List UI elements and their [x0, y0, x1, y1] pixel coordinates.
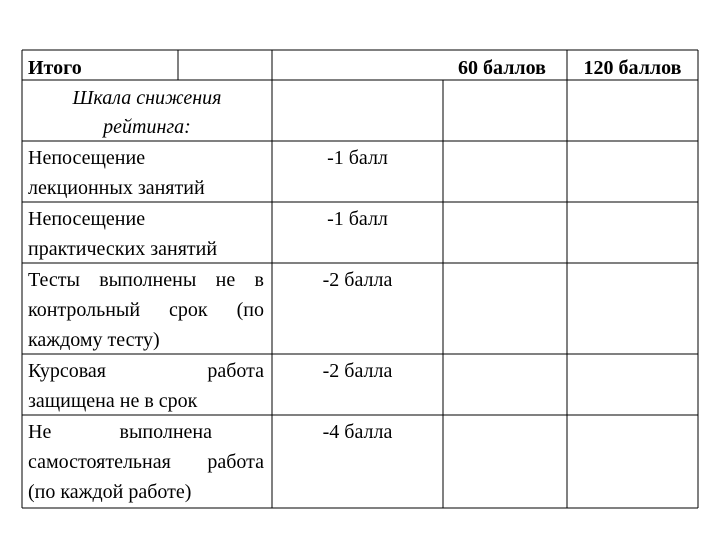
total-label: Итого [28, 57, 82, 79]
row-3-penalty: -2 балла [322, 269, 393, 291]
row-5-label-line1: Не выполнена [28, 421, 212, 443]
row-5-label-line2: самостоятельная работа [28, 451, 264, 473]
row-1-penalty: -1 балл [327, 147, 388, 169]
points-120-header: 120 баллов [583, 57, 682, 79]
row-2-label-line1: Непосещение [28, 208, 146, 230]
section-title-line2: рейтинга: [103, 116, 191, 138]
row-2-penalty: -1 балл [327, 208, 388, 230]
row-2-label-line2: практических занятий [28, 238, 218, 260]
section-title-line1: Шкала снижения [72, 87, 222, 109]
row-3-label-line3: каждому тесту) [28, 329, 160, 351]
row-5-label-line3: (по каждой работе) [28, 481, 192, 503]
row-5-penalty: -4 балла [322, 421, 393, 443]
row-4-label-line2: защищена не в срок [28, 390, 198, 412]
row-4-penalty: -2 балла [322, 360, 393, 382]
row-4-label-line1: Курсовая работа [28, 360, 264, 382]
row-1-label-line1: Непосещение [28, 147, 146, 169]
row-3-label-line1: Тесты выполнены не в [28, 269, 264, 291]
row-1-label-line2: лекционных занятий [28, 177, 205, 199]
row-3-label-line2: контрольный срок (по [28, 299, 264, 321]
points-60-header: 60 баллов [458, 57, 546, 79]
